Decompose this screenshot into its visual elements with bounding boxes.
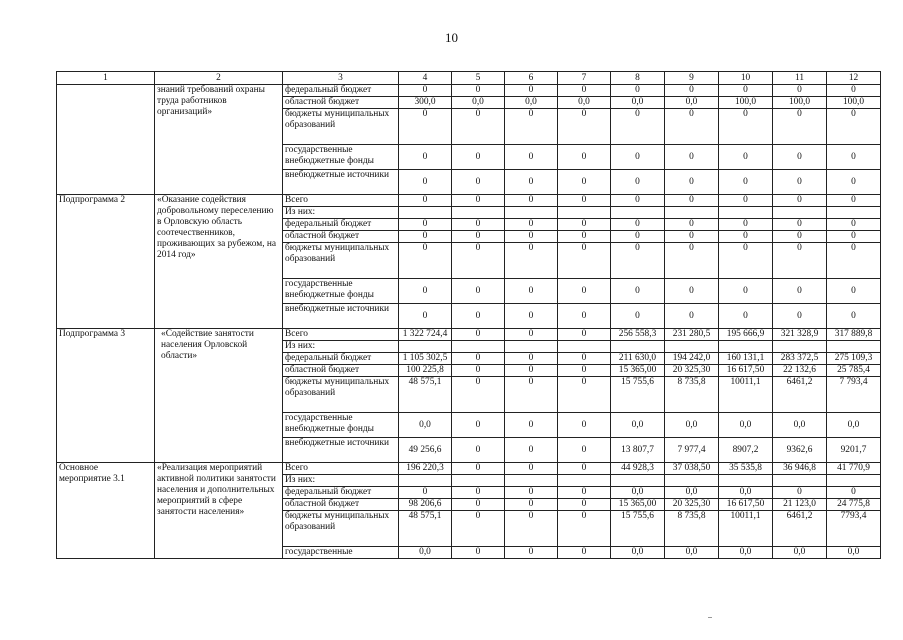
column-header: 10 [719, 72, 773, 85]
column-header: 2 [155, 72, 283, 85]
value-cell [719, 475, 773, 487]
value-cell: 0 [665, 279, 719, 304]
value-cell: 0 [773, 243, 827, 279]
value-cell: 0,0 [611, 547, 665, 559]
value-cell: 0 [827, 304, 881, 329]
value-cell: 48 575,1 [399, 511, 452, 547]
value-cell: 0 [611, 231, 665, 243]
funding-source-cell: областной бюджет [283, 231, 399, 243]
value-cell: 0 [558, 243, 611, 279]
column-header: 6 [505, 72, 558, 85]
value-cell [452, 207, 505, 219]
value-cell: 0 [773, 145, 827, 170]
value-cell: 0 [399, 487, 452, 499]
value-cell: 0 [773, 219, 827, 231]
value-cell: 231 280,5 [665, 329, 719, 341]
value-cell: 0 [505, 304, 558, 329]
value-cell: 16 617,50 [719, 499, 773, 511]
value-cell: 0 [827, 195, 881, 207]
funding-source-cell: Из них: [283, 475, 399, 487]
table-row [57, 329, 881, 341]
value-cell: 37 038,50 [665, 463, 719, 475]
value-cell: 36 946,8 [773, 463, 827, 475]
value-cell: 100,0 [719, 97, 773, 109]
value-cell: 0 [452, 329, 505, 341]
scan-mark [708, 617, 712, 618]
value-cell: 0 [827, 170, 881, 195]
value-cell: 0 [558, 219, 611, 231]
value-cell: 0 [827, 85, 881, 97]
value-cell: 0,0 [827, 547, 881, 559]
value-cell: 0 [452, 499, 505, 511]
value-cell: 0,0 [665, 487, 719, 499]
value-cell: 0 [505, 511, 558, 547]
value-cell: 0 [558, 353, 611, 365]
value-cell: 0 [827, 487, 881, 499]
value-cell: 0 [611, 304, 665, 329]
funding-source-cell: внебюджетные источники [283, 170, 399, 195]
funding-source-cell: федеральный бюджет [283, 219, 399, 231]
value-cell: 0 [665, 195, 719, 207]
value-cell: 0,0 [665, 547, 719, 559]
value-cell: 0 [558, 85, 611, 97]
column-header: 12 [827, 72, 881, 85]
budget-table [56, 71, 881, 559]
column-header: 3 [283, 72, 399, 85]
value-cell: 0 [505, 243, 558, 279]
value-cell: 283 372,5 [773, 353, 827, 365]
value-cell: 0 [719, 231, 773, 243]
value-cell: 0 [558, 438, 611, 463]
value-cell [773, 341, 827, 353]
value-cell: 0 [452, 219, 505, 231]
value-cell: 0 [611, 109, 665, 145]
funding-source-cell: бюджеты муниципальных образований [283, 243, 399, 279]
value-cell: 15 365,00 [611, 365, 665, 377]
value-cell: 98 206,6 [399, 499, 452, 511]
column-header: 11 [773, 72, 827, 85]
value-cell: 0 [399, 195, 452, 207]
value-cell: 0 [558, 329, 611, 341]
funding-source-cell: государственные внебюджетные фонды [283, 413, 399, 438]
value-cell: 0 [665, 85, 719, 97]
value-cell: 0 [505, 145, 558, 170]
value-cell: 6461,2 [773, 377, 827, 413]
value-cell [399, 475, 452, 487]
value-cell: 1 322 724,4 [399, 329, 452, 341]
value-cell: 44 928,3 [611, 463, 665, 475]
value-cell: 15 755,6 [611, 511, 665, 547]
value-cell: 0 [505, 438, 558, 463]
value-cell: 35 535,8 [719, 463, 773, 475]
value-cell: 9201,7 [827, 438, 881, 463]
value-cell: 0 [665, 243, 719, 279]
value-cell: 0 [399, 243, 452, 279]
value-cell: 0 [665, 304, 719, 329]
value-cell: 0,0 [399, 413, 452, 438]
table-body [57, 72, 881, 559]
program-name-cell [57, 85, 155, 195]
value-cell: 317 889,8 [827, 329, 881, 341]
value-cell: 0 [773, 279, 827, 304]
value-cell: 0 [719, 145, 773, 170]
value-cell: 15 755,6 [611, 377, 665, 413]
value-cell: 160 131,1 [719, 353, 773, 365]
value-cell: 0 [452, 231, 505, 243]
value-cell: 194 242,0 [665, 353, 719, 365]
value-cell: 0,0 [773, 547, 827, 559]
value-cell: 7 793,4 [827, 377, 881, 413]
value-cell: 0 [719, 195, 773, 207]
value-cell: 0 [399, 145, 452, 170]
value-cell: 256 558,3 [611, 329, 665, 341]
value-cell: 0 [665, 109, 719, 145]
value-cell: 0 [719, 279, 773, 304]
value-cell: 22 132,6 [773, 365, 827, 377]
value-cell: 0 [611, 85, 665, 97]
value-cell: 0 [611, 195, 665, 207]
value-cell: 0 [558, 231, 611, 243]
value-cell: 0 [611, 279, 665, 304]
value-cell: 1 105 302,5 [399, 353, 452, 365]
value-cell [399, 207, 452, 219]
value-cell [827, 207, 881, 219]
value-cell: 0 [611, 219, 665, 231]
header-row [57, 72, 881, 85]
funding-source-cell: государственные [283, 547, 399, 559]
value-cell: 0 [558, 145, 611, 170]
funding-source-cell: государственные внебюджетные фонды [283, 279, 399, 304]
value-cell: 0 [558, 109, 611, 145]
value-cell: 0 [558, 279, 611, 304]
value-cell: 0 [452, 304, 505, 329]
value-cell: 321 328,9 [773, 329, 827, 341]
value-cell [505, 341, 558, 353]
funding-source-cell: внебюджетные источники [283, 438, 399, 463]
funding-source-cell: федеральный бюджет [283, 353, 399, 365]
value-cell: 0 [719, 109, 773, 145]
value-cell: 0 [452, 170, 505, 195]
table-row [57, 85, 881, 97]
value-cell: 24 775,8 [827, 499, 881, 511]
value-cell: 0,0 [665, 97, 719, 109]
column-header: 7 [558, 72, 611, 85]
value-cell: 0 [773, 304, 827, 329]
funding-source-cell: областной бюджет [283, 97, 399, 109]
value-cell: 0 [719, 219, 773, 231]
funding-source-cell: федеральный бюджет [283, 85, 399, 97]
value-cell [827, 341, 881, 353]
value-cell: 300,0 [399, 97, 452, 109]
funding-source-cell: бюджеты муниципальных образований [283, 377, 399, 413]
value-cell: 0 [399, 219, 452, 231]
value-cell: 0 [505, 231, 558, 243]
value-cell: 0 [505, 85, 558, 97]
value-cell: 100,0 [773, 97, 827, 109]
value-cell [773, 475, 827, 487]
value-cell: 21 123,0 [773, 499, 827, 511]
value-cell: 0 [719, 243, 773, 279]
value-cell: 100,0 [827, 97, 881, 109]
value-cell: 0 [452, 109, 505, 145]
value-cell: 0 [827, 243, 881, 279]
value-cell: 10011,1 [719, 377, 773, 413]
funding-source-cell: областной бюджет [283, 499, 399, 511]
value-cell: 0 [719, 85, 773, 97]
value-cell: 0 [611, 145, 665, 170]
value-cell: 0 [558, 499, 611, 511]
value-cell [558, 475, 611, 487]
value-cell: 0 [827, 231, 881, 243]
funding-source-cell: Всего [283, 329, 399, 341]
value-cell: 25 785,4 [827, 365, 881, 377]
value-cell: 0 [505, 109, 558, 145]
value-cell: 0 [452, 353, 505, 365]
value-cell [719, 341, 773, 353]
value-cell: 0 [558, 413, 611, 438]
value-cell: 41 770,9 [827, 463, 881, 475]
program-name-cell: Основное мероприятие 3.1 [57, 463, 155, 559]
table-row [57, 195, 881, 207]
value-cell: 0 [452, 413, 505, 438]
value-cell: 0 [558, 511, 611, 547]
value-cell: 0 [558, 377, 611, 413]
value-cell: 0 [452, 438, 505, 463]
value-cell: 0 [773, 487, 827, 499]
value-cell: 0 [719, 170, 773, 195]
funding-source-cell: областной бюджет [283, 365, 399, 377]
program-name-cell: Подпрограмма 2 [57, 195, 155, 329]
value-cell: 0 [773, 195, 827, 207]
value-cell: 0 [558, 365, 611, 377]
value-cell: 0 [505, 547, 558, 559]
funding-source-cell: Из них: [283, 207, 399, 219]
value-cell: 0,0 [558, 97, 611, 109]
value-cell: 0 [452, 511, 505, 547]
value-cell: 0,0 [505, 97, 558, 109]
value-cell: 0,0 [611, 413, 665, 438]
value-cell: 0 [719, 304, 773, 329]
value-cell: 0 [611, 243, 665, 279]
value-cell: 0 [399, 170, 452, 195]
value-cell: 0 [452, 85, 505, 97]
value-cell: 0 [399, 279, 452, 304]
value-cell: 0 [665, 219, 719, 231]
value-cell: 6461,2 [773, 511, 827, 547]
value-cell: 0,0 [719, 487, 773, 499]
value-cell: 0 [505, 365, 558, 377]
value-cell: 0 [399, 231, 452, 243]
value-cell: 0 [505, 487, 558, 499]
value-cell [665, 207, 719, 219]
value-cell [505, 207, 558, 219]
value-cell: 0 [558, 487, 611, 499]
value-cell: 0 [505, 413, 558, 438]
column-header: 1 [57, 72, 155, 85]
column-header: 4 [399, 72, 452, 85]
value-cell: 0 [505, 329, 558, 341]
program-name-cell: Подпрограмма 3 [57, 329, 155, 463]
value-cell: 275 109,3 [827, 353, 881, 365]
program-title-cell: «Содействие занятости населения Орловской области» [155, 329, 283, 463]
value-cell: 196 220,3 [399, 463, 452, 475]
value-cell: 49 256,6 [399, 438, 452, 463]
value-cell [452, 341, 505, 353]
value-cell: 0 [558, 170, 611, 195]
value-cell: 0 [773, 85, 827, 97]
table-row [57, 463, 881, 475]
value-cell [719, 207, 773, 219]
value-cell: 0 [399, 85, 452, 97]
value-cell [665, 341, 719, 353]
value-cell: 0 [827, 279, 881, 304]
value-cell: 0 [452, 547, 505, 559]
value-cell: 0 [505, 463, 558, 475]
value-cell: 0,0 [611, 487, 665, 499]
value-cell: 0,0 [773, 413, 827, 438]
value-cell [452, 475, 505, 487]
value-cell: 0 [452, 487, 505, 499]
value-cell: 0 [505, 195, 558, 207]
value-cell: 0,0 [719, 413, 773, 438]
value-cell: 0 [452, 463, 505, 475]
value-cell: 0 [558, 195, 611, 207]
value-cell: 13 807,7 [611, 438, 665, 463]
value-cell: 0 [452, 365, 505, 377]
value-cell: 0 [558, 304, 611, 329]
program-title-cell: «Оказание содействия добровольному переселению в Орловскую область соотечественников, проживающих за рубежом, на 2014 год» [155, 195, 283, 329]
value-cell [773, 207, 827, 219]
value-cell [558, 341, 611, 353]
funding-source-cell: Из них: [283, 341, 399, 353]
value-cell: 0,0 [665, 413, 719, 438]
value-cell: 20 325,30 [665, 499, 719, 511]
funding-source-cell: Всего [283, 195, 399, 207]
page-number: 10 [445, 30, 458, 45]
funding-source-cell: внебюджетные источники [283, 304, 399, 329]
value-cell: 0 [665, 145, 719, 170]
value-cell: 0 [827, 219, 881, 231]
value-cell: 100 225,8 [399, 365, 452, 377]
value-cell: 211 630,0 [611, 353, 665, 365]
value-cell: 0 [452, 145, 505, 170]
value-cell: 0 [611, 170, 665, 195]
value-cell: 0 [505, 499, 558, 511]
value-cell: 0 [505, 170, 558, 195]
value-cell: 0 [665, 231, 719, 243]
value-cell [827, 475, 881, 487]
value-cell [611, 207, 665, 219]
program-title-cell: «Реализация мероприятий активной политики занятости населения и дополнительных мероприятий в сфере занятости населения» [155, 463, 283, 559]
value-cell: 0 [452, 195, 505, 207]
value-cell [505, 475, 558, 487]
value-cell: 0 [505, 377, 558, 413]
funding-source-cell: бюджеты муниципальных образований [283, 511, 399, 547]
value-cell: 8 735,8 [665, 377, 719, 413]
value-cell [665, 475, 719, 487]
value-cell: 20 325,30 [665, 365, 719, 377]
value-cell: 0 [558, 463, 611, 475]
value-cell: 0 [452, 279, 505, 304]
value-cell: 0 [399, 109, 452, 145]
value-cell: 9362,6 [773, 438, 827, 463]
value-cell: 10011,1 [719, 511, 773, 547]
value-cell: 0 [773, 170, 827, 195]
value-cell: 0,0 [452, 97, 505, 109]
value-cell: 48 575,1 [399, 377, 452, 413]
value-cell: 0 [773, 109, 827, 145]
column-header: 8 [611, 72, 665, 85]
value-cell: 0 [505, 219, 558, 231]
value-cell: 0,0 [719, 547, 773, 559]
value-cell: 0 [827, 109, 881, 145]
value-cell: 0,0 [399, 547, 452, 559]
value-cell: 8907,2 [719, 438, 773, 463]
column-header: 5 [452, 72, 505, 85]
value-cell: 0,0 [827, 413, 881, 438]
value-cell: 195 666,9 [719, 329, 773, 341]
value-cell [611, 341, 665, 353]
value-cell: 0 [399, 304, 452, 329]
funding-source-cell: государственные внебюджетные фонды [283, 145, 399, 170]
value-cell: 8 735,8 [665, 511, 719, 547]
funding-source-cell: федеральный бюджет [283, 487, 399, 499]
funding-source-cell: Всего [283, 463, 399, 475]
program-title-cell: знаний требований охраны труда работников организаций» [155, 85, 283, 195]
value-cell: 0 [505, 279, 558, 304]
value-cell: 0 [558, 547, 611, 559]
value-cell: 7 977,4 [665, 438, 719, 463]
value-cell: 0 [665, 170, 719, 195]
value-cell: 0 [452, 377, 505, 413]
value-cell [558, 207, 611, 219]
value-cell: 7793,4 [827, 511, 881, 547]
value-cell: 0 [827, 145, 881, 170]
value-cell: 0 [773, 231, 827, 243]
funding-source-cell: бюджеты муниципальных образований [283, 109, 399, 145]
value-cell [399, 341, 452, 353]
value-cell [611, 475, 665, 487]
column-header: 9 [665, 72, 719, 85]
value-cell: 15 365,00 [611, 499, 665, 511]
value-cell: 0 [452, 243, 505, 279]
value-cell: 0 [505, 353, 558, 365]
value-cell: 16 617,50 [719, 365, 773, 377]
value-cell: 0,0 [611, 97, 665, 109]
